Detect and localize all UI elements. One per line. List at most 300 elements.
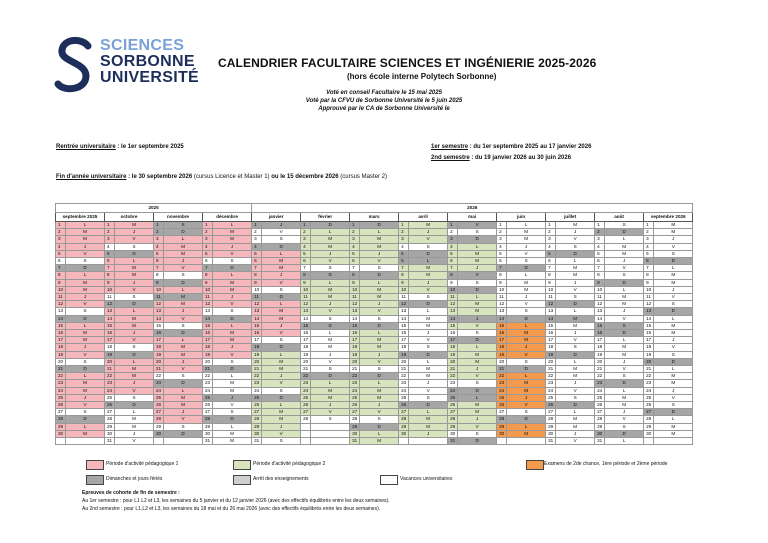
month-header: novembre [154,213,203,222]
day-number: 19 [546,351,556,358]
day-number: 17 [497,337,507,344]
day-letter: J [164,409,203,416]
day-letter: D [409,351,448,358]
day-letter: M [360,236,399,243]
day-letter: M [262,416,301,423]
day-number: 3 [154,236,164,243]
day-letter: L [654,416,693,423]
day-letter: J [66,344,105,351]
day-number: 9 [644,279,654,286]
day-letter: D [115,351,154,358]
day-letter: V [360,258,399,265]
day-letter: L [360,279,399,286]
day-letter: M [360,344,399,351]
day-number: 13 [154,308,164,315]
day-number: 22 [644,373,654,380]
day-letter: D [262,243,301,250]
day-letter: M [605,402,644,409]
day-number: 8 [399,272,409,279]
day-number: 12 [497,301,507,308]
day-letter: S [213,409,252,416]
day-number: 23 [399,380,409,387]
day-number: 15 [105,322,115,329]
day-number: 3 [105,236,115,243]
day-letter: D [164,330,203,337]
day-number: 20 [154,358,164,365]
day-number: 6 [203,258,213,265]
day-number: 1 [301,222,311,229]
calendar-row [56,272,693,279]
day-number: 31 [546,438,556,445]
year-2025: 2025 [56,204,252,213]
day-number: 3 [252,236,262,243]
day-letter: J [654,337,693,344]
day-letter: D [409,402,448,409]
day-number: 26 [595,402,605,409]
day-letter: J [360,301,399,308]
day-number: 11 [203,294,213,301]
day-number: 19 [154,351,164,358]
day-letter: M [556,322,595,329]
vote-line-3: Approuvé par le CA de Sorbonne Université le [318,106,450,112]
day-number: 22 [203,373,213,380]
day-letter: S [556,243,595,250]
day-letter: S [507,308,546,315]
day-letter: M [115,322,154,329]
month-header: juin [497,213,546,222]
day-letter: L [164,286,203,293]
day-number: 27 [203,409,213,416]
day-letter: M [654,279,693,286]
day-number: 16 [56,330,66,337]
day-number: 14 [252,315,262,322]
day-number: 14 [56,315,66,322]
day-number: 2 [399,229,409,236]
calendar-row [56,402,693,409]
month-header: décembre [203,213,252,222]
day-number: 8 [644,272,654,279]
day-number: 20 [448,358,458,365]
day-number: 21 [497,366,507,373]
day-letter: L [409,258,448,265]
day-letter: V [458,322,497,329]
day-number: 12 [154,301,164,308]
legend-swatch-p1 [86,460,104,470]
legend-swatch-stop [233,475,251,485]
day-number: 5 [105,250,115,257]
day-number: 3 [497,236,507,243]
day-letter: L [262,402,301,409]
day-letter: S [409,394,448,401]
day-number: 17 [644,337,654,344]
day-letter: M [507,430,546,437]
day-number: 8 [595,272,605,279]
day-number: 27 [595,409,605,416]
day-letter: V [654,243,693,250]
day-letter: J [458,315,497,322]
day-number: 21 [350,366,360,373]
day-number: 18 [56,344,66,351]
day-letter: S [654,301,693,308]
day-number: 13 [595,308,605,315]
day-number: 17 [546,337,556,344]
day-number: 13 [546,308,556,315]
day-letter: D [66,366,105,373]
day-number: 23 [448,380,458,387]
day-letter: M [409,423,448,430]
day-letter: J [360,351,399,358]
day-letter: D [360,373,399,380]
day-letter: D [556,301,595,308]
day-number: 14 [644,315,654,322]
page-title: CALENDRIER FACULTAIRE SCIENCES ET INGÉNIERIE 2025-2026 [218,56,597,70]
day-letter: M [605,250,644,257]
day-number: 1 [252,222,262,229]
day-number: 7 [399,265,409,272]
legend-swatch-we [86,475,104,485]
day-number: 28 [154,416,164,423]
day-letter: M [115,315,154,322]
day-letter: L [605,387,644,394]
day-letter: M [66,330,105,337]
day-letter: M [213,330,252,337]
day-number: 17 [448,337,458,344]
day-number: 24 [203,387,213,394]
day-number: 24 [105,387,115,394]
day-number: 21 [644,366,654,373]
day-number: 17 [154,337,164,344]
day-number: 25 [595,394,605,401]
day-number: 21 [399,366,409,373]
fin-annee-info: Fin d'année universitaire : le 30 septembre 2026 (cursus Licence et Master 1) ou le 15 décembre 2026 (cursus Master 2) [56,174,387,180]
day-number: 12 [546,301,556,308]
day-letter: J [605,308,644,315]
day-number: 20 [644,358,654,365]
day-letter: J [311,402,350,409]
day-number: 11 [644,294,654,301]
day-number: 22 [154,373,164,380]
day-letter: J [409,380,448,387]
logo-s-icon [54,36,94,94]
day-letter: D [458,236,497,243]
day-number: 20 [203,358,213,365]
day-number: 3 [203,236,213,243]
day-letter: L [262,301,301,308]
day-letter: L [409,358,448,365]
day-letter: L [115,308,154,315]
day-letter: M [605,394,644,401]
day-letter: D [654,258,693,265]
calendar-row [56,344,693,351]
day-letter: J [262,373,301,380]
day-letter: S [262,286,301,293]
day-number: 1 [595,222,605,229]
day-letter: M [115,373,154,380]
day-number: 2 [154,229,164,236]
day-number: 2 [203,229,213,236]
day-number: 24 [497,387,507,394]
day-letter: S [115,294,154,301]
day-number: 14 [154,315,164,322]
day-letter: V [311,358,350,365]
day-letter: L [360,380,399,387]
day-number: 15 [399,322,409,329]
day-number: 4 [56,243,66,250]
day-number: 2 [546,229,556,236]
day-number: 5 [154,250,164,257]
day-letter: S [66,258,105,265]
day-letter: M [458,258,497,265]
day-letter: M [605,243,644,250]
day-number: 30 [350,430,360,437]
day-letter: J [458,416,497,423]
day-number: 22 [252,373,262,380]
day-letter: V [654,344,693,351]
day-letter: V [311,409,350,416]
day-letter: M [458,409,497,416]
day-letter: L [213,423,252,430]
day-letter: D [360,272,399,279]
calendar-row [56,286,693,293]
day-letter: V [458,373,497,380]
day-number: 5 [301,250,311,257]
day-letter: J [654,387,693,394]
day-letter: V [66,402,105,409]
day-letter: L [360,229,399,236]
day-number: 22 [350,373,360,380]
day-number: 7 [595,265,605,272]
day-number: 21 [252,366,262,373]
day-letter: M [605,301,644,308]
day-letter: V [311,258,350,265]
day-letter: V [66,301,105,308]
day-number: 5 [546,250,556,257]
day-letter: D [605,279,644,286]
semestre-1-info: 1er semestre : du 1er septembre 2025 au 17 janvier 2026 [431,144,592,150]
day-letter: M [360,286,399,293]
day-number: 14 [497,315,507,322]
day-number: 11 [252,294,262,301]
day-number: 9 [203,279,213,286]
day-number: 16 [595,330,605,337]
day-number: 22 [448,373,458,380]
day-letter: M [311,243,350,250]
day-number: 9 [448,279,458,286]
day-letter: J [164,308,203,315]
day-number: 29 [252,423,262,430]
day-letter: M [164,351,203,358]
day-number: 27 [301,409,311,416]
day-letter: J [409,330,448,337]
day-number: 8 [252,272,262,279]
day-number: 29 [644,423,654,430]
day-number: 3 [301,236,311,243]
day-letter: L [605,337,644,344]
day-number: 18 [301,344,311,351]
day-number: 7 [644,265,654,272]
day-number: 8 [546,272,556,279]
day-letter: M [213,380,252,387]
day-letter: S [164,322,203,329]
day-number: 29 [546,423,556,430]
day-letter: L [115,358,154,365]
day-letter: M [115,265,154,272]
day-number: 31 [448,438,458,445]
day-letter: L [409,308,448,315]
day-number: 15 [154,322,164,329]
day-letter: D [507,315,546,322]
day-number: 13 [448,308,458,315]
day-number: 1 [546,222,556,229]
day-letter: V [262,380,301,387]
day-letter: L [458,394,497,401]
calendar-row [56,373,693,380]
day-letter: V [605,265,644,272]
day-number: 4 [203,243,213,250]
day-number: 14 [105,315,115,322]
academic-calendar [55,203,692,449]
day-number: 29 [203,423,213,430]
sorbonne-logo [54,36,214,96]
day-letter: J [115,430,154,437]
day-number: 15 [56,322,66,329]
day-letter: V [213,301,252,308]
day-letter: V [556,438,595,445]
day-number: 10 [497,286,507,293]
day-number: 14 [399,315,409,322]
day-letter: D [556,351,595,358]
day-number: 11 [154,294,164,301]
day-number: 13 [350,308,360,315]
day-number: 9 [56,279,66,286]
legend-swatch-p2 [233,460,251,470]
day-number: 12 [399,301,409,308]
day-letter: L [311,380,350,387]
day-number: 26 [350,402,360,409]
day-number: 24 [595,387,605,394]
calendar-row [56,330,693,337]
day-number: 5 [595,250,605,257]
month-header: avril [399,213,448,222]
day-number: 10 [546,286,556,293]
day-number: 27 [546,409,556,416]
day-number: 11 [350,294,360,301]
day-number: 23 [154,380,164,387]
day-letter: S [213,358,252,365]
day-number: 16 [301,330,311,337]
day-letter: L [507,222,546,229]
calendar-row [56,250,693,257]
day-letter: M [66,337,105,344]
day-number: 10 [56,286,66,293]
day-number: 4 [644,243,654,250]
day-number: 24 [644,387,654,394]
calendar-row [56,222,693,229]
day-letter: L [66,272,105,279]
day-letter: M [213,337,252,344]
day-number: 22 [399,373,409,380]
day-number: 10 [301,286,311,293]
day-number: 4 [595,243,605,250]
day-letter: D [311,322,350,329]
day-number: 3 [595,236,605,243]
day-number: 27 [644,409,654,416]
day-number: 4 [546,243,556,250]
day-number: 1 [497,222,507,229]
day-letter: D [66,315,105,322]
day-number: 19 [399,351,409,358]
day-number: 15 [301,322,311,329]
day-letter: J [458,265,497,272]
calendar-row [56,322,693,329]
day-number: 5 [644,250,654,257]
day-number: 13 [497,308,507,315]
day-number: 5 [497,250,507,257]
day-number: 18 [546,344,556,351]
day-letter: M [115,366,154,373]
day-letter: V [164,315,203,322]
day-number: 18 [644,344,654,351]
day-letter: S [360,416,399,423]
day-number: 10 [595,286,605,293]
day-number: 21 [203,366,213,373]
day-letter: V [605,315,644,322]
day-number: 26 [448,402,458,409]
day-letter: M [164,243,203,250]
legend-label-we: Dimanches et jours fériés [106,476,163,482]
day-number: 12 [448,301,458,308]
day-number: 16 [154,330,164,337]
day-number: 30 [546,430,556,437]
day-number: 25 [448,394,458,401]
day-letter: D [213,315,252,322]
day-number: 16 [644,330,654,337]
day-number: 6 [301,258,311,265]
day-letter: M [311,286,350,293]
day-number: 31 [203,438,213,445]
day-number: 2 [105,229,115,236]
day-number: 2 [350,229,360,236]
day-number: 13 [252,308,262,315]
day-letter: D [458,387,497,394]
day-letter: L [66,222,105,229]
day-letter: M [507,330,546,337]
day-number: 2 [497,229,507,236]
day-number: 28 [350,416,360,423]
day-number: 29 [497,423,507,430]
calendar-row [56,351,693,358]
day-letter: M [115,423,154,430]
day-letter: D [409,250,448,257]
calendar-row [56,308,693,315]
day-letter: D [507,265,546,272]
day-number: 19 [301,351,311,358]
day-letter: J [311,250,350,257]
day-letter: V [262,430,301,437]
day-letter: M [360,294,399,301]
day-number: 20 [497,358,507,365]
day-letter: D [164,430,203,437]
day-letter: D [605,430,644,437]
day-number: 9 [595,279,605,286]
calendar-row [56,430,693,437]
day-letter: M [213,438,252,445]
day-number: 26 [644,402,654,409]
day-letter: S [458,430,497,437]
day-number: 11 [448,294,458,301]
day-letter: V [556,387,595,394]
day-letter: J [115,279,154,286]
